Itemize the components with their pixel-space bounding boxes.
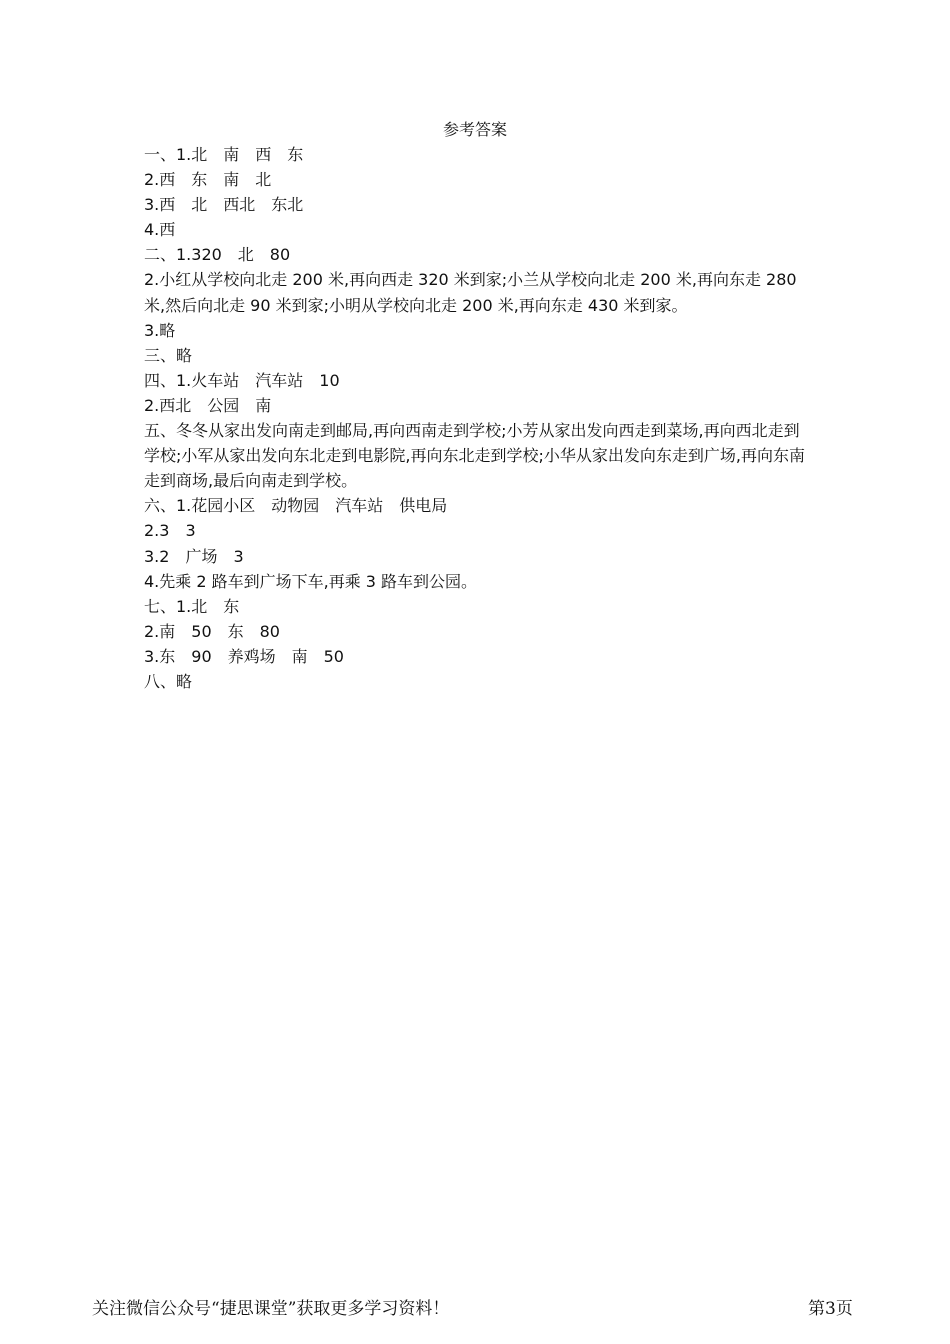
answer-line: 2.南 50 东 80 (144, 621, 280, 641)
answer-line: 2.小红从学校向北走 200 米,再向西走 320 米到家;小兰从学校向北走 200 米,再向东走 280 米,然后向北走 90 米到家;小明从学校向北走 200 米,再向东走 430 米到家。 (144, 270, 802, 315)
footer-promo: 关注微信公众号“捷思课堂”获取更多学习资料！ (92, 1299, 450, 1319)
answer-line: 3.2 广场 3 (144, 546, 244, 566)
answer-line: 4.西 (144, 220, 176, 240)
answer-line: 4.先乘 2 路车到广场下车,再乘 3 路车到公园。 (144, 571, 478, 591)
answer-line: 2.西北 公园 南 (144, 395, 272, 415)
answer-line: 四、1.火车站 汽车站 10 (144, 370, 340, 390)
answer-list (144, 142, 814, 694)
answer-line: 三、略 (144, 345, 193, 365)
answer-line: 3.略 (144, 320, 176, 340)
page-number: 第3页 (808, 1299, 853, 1319)
answer-line: 七、1.北 东 (144, 596, 240, 616)
answer-line: 3.西 北 西北 东北 (144, 195, 304, 215)
answer-line: 二、1.320 北 80 (144, 245, 291, 265)
answer-line: 2.3 3 (144, 521, 196, 541)
page-title: 参考答案 (442, 120, 507, 139)
answer-line: 六、1.花园小区 动物园 汽车站 供电局 (144, 496, 448, 516)
answer-line: 2.西 东 南 北 (144, 170, 272, 190)
answer-line: 八、略 (144, 671, 193, 691)
answer-line: 五、冬冬从家出发向南走到邮局,再向西南走到学校;小芳从家出发向西走到菜场,再向西北走到学校;小军从家出发向东北走到电影院,再向东北走到学校;小华从家出发向东走到广场,再向东南走到商场,最后向南走到学校。 (144, 421, 805, 491)
answer-line: 一、1.北 南 西 东 (144, 145, 304, 164)
answer-line: 3.东 90 养鸡场 南 50 (144, 646, 344, 666)
